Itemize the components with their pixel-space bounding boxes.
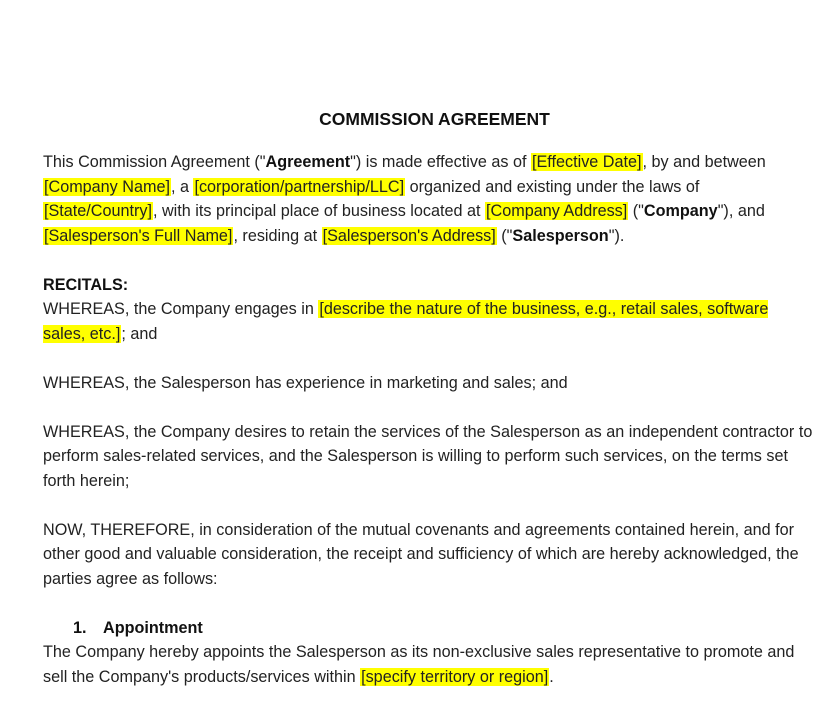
intro-text: This Commission Agreement (" bbox=[43, 153, 266, 171]
intro-text: "), and bbox=[717, 202, 765, 220]
section-number: 1. bbox=[73, 618, 87, 637]
intro-text: (" bbox=[628, 202, 644, 220]
document-body bbox=[43, 150, 813, 689]
recitals-heading-text: RECITALS: bbox=[43, 275, 129, 294]
now-therefore-paragraph: NOW, THEREFORE, in consideration of the mutual covenants and agreements contained herein, and for other good and valuable consideration, the receipt and sufficiency of which are hereby acknowledged, the parties agree as follows: bbox=[43, 520, 799, 588]
recitals-heading bbox=[43, 273, 813, 298]
section-text: . bbox=[549, 667, 554, 686]
company-address-placeholder: [Company Address] bbox=[486, 202, 628, 220]
state-country-placeholder: [State/Country] bbox=[44, 202, 152, 220]
intro-text: , a bbox=[170, 177, 194, 196]
effective-date-placeholder: [Effective Date] bbox=[532, 153, 642, 171]
recital-retain: WHEREAS, the Company desires to retain the services of the Salesperson as an independent contractor to perform sales-related services, and the Salesperson is willing to perform such services, on the terms set forth herein; bbox=[43, 422, 813, 490]
recital-text: ; and bbox=[121, 324, 158, 343]
section-heading-appointment bbox=[43, 616, 813, 641]
intro-text: organized and existing under the laws of bbox=[405, 177, 700, 196]
section-text: The Company hereby appoints the Salesperson as its non-exclusive sales representative to promote and sell the Company's products/services within bbox=[43, 643, 795, 686]
recital-business bbox=[43, 297, 813, 346]
territory-placeholder: [specify territory or region] bbox=[361, 667, 549, 686]
intro-text: , residing at bbox=[233, 226, 322, 245]
section-appointment-text bbox=[43, 640, 813, 689]
recital-text: WHEREAS, the Company engages in bbox=[43, 300, 319, 318]
entity-type-placeholder: [corporation/partnership/LLC] bbox=[194, 177, 405, 196]
salesperson-name-placeholder: [Salesperson's Full Name] bbox=[44, 226, 233, 245]
intro-text: (" bbox=[496, 226, 513, 245]
section-title: Appointment bbox=[103, 618, 203, 637]
recital-experience: WHEREAS, the Salesperson has experience in marketing and sales; and bbox=[43, 373, 568, 392]
business-nature-placeholder: [describe the nature of the business, e.g., retail sales, software sales, etc.] bbox=[43, 300, 769, 343]
salesperson-address-placeholder: [Salesperson's Address] bbox=[322, 226, 496, 245]
agreement-term: Agreement bbox=[265, 153, 351, 171]
intro-paragraph bbox=[43, 150, 813, 248]
company-name-placeholder: [Company Name] bbox=[44, 177, 170, 196]
document-title: COMMISSION AGREEMENT bbox=[319, 109, 550, 129]
company-term: Company bbox=[643, 202, 718, 220]
intro-text: ") is made effective as of bbox=[350, 153, 532, 171]
intro-text: , with its principal place of business located at bbox=[152, 202, 486, 220]
salesperson-term: Salesperson bbox=[512, 226, 609, 245]
intro-text: "). bbox=[608, 226, 625, 245]
intro-text: , by and between bbox=[642, 153, 766, 171]
